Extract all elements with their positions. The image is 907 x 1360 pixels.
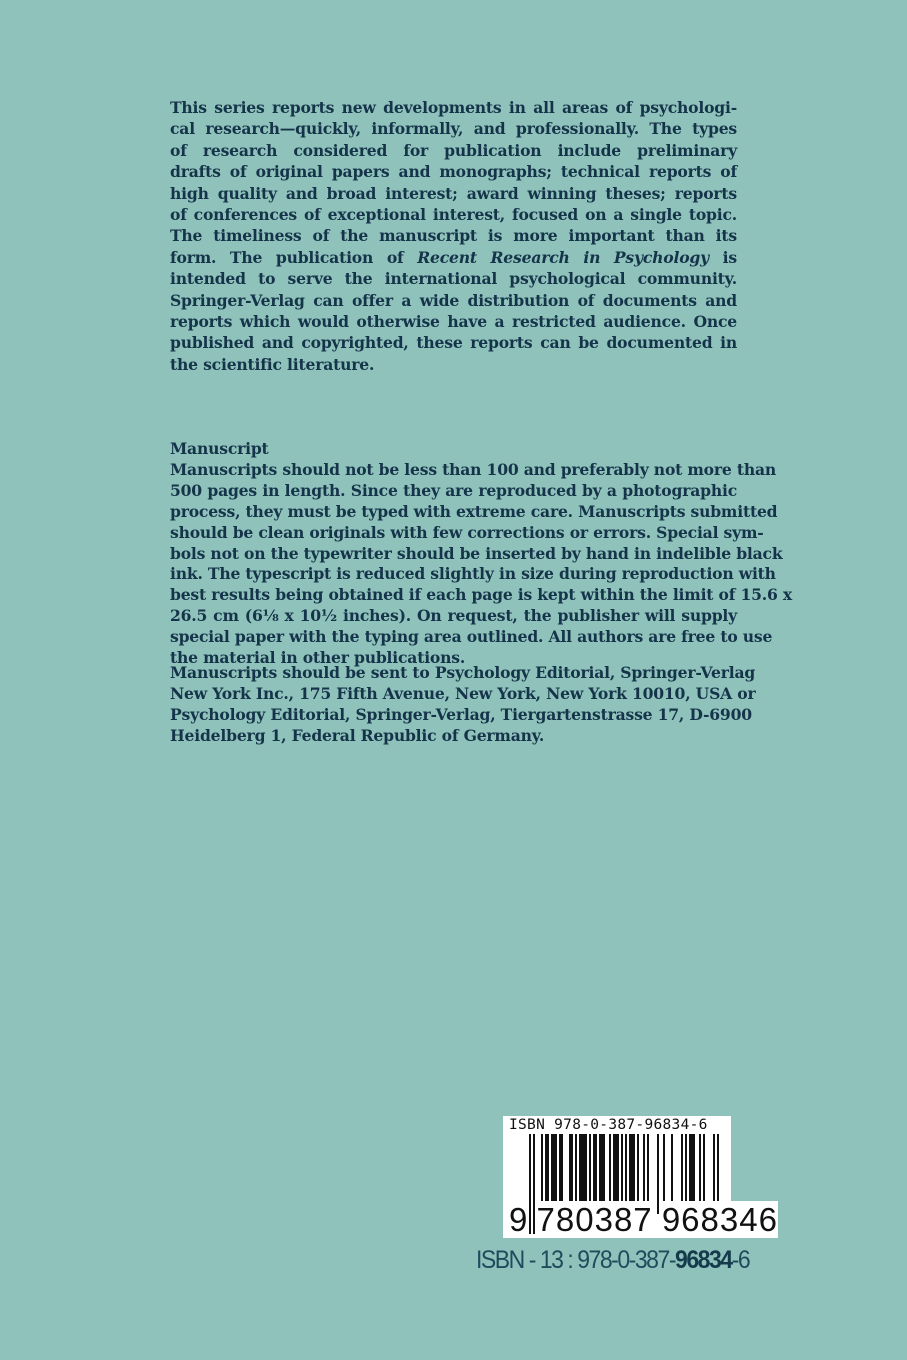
barcode-digit-first: 9 [509,1201,528,1238]
text-line: of conferences of exceptional interest, focused on a single topic. [170,204,737,224]
text-line: of research considered for publication include preliminary [170,140,737,160]
text-line: intended to serve the international psychological community. [170,269,737,289]
text-line: high quality and broad interest; award winning theses; reports [170,183,737,203]
text-line: the material in other publications. [170,648,466,668]
isbn-13-label [476,1246,749,1275]
manuscript-heading-block [170,439,737,460]
text-segment: form. The publication of [170,247,418,267]
manuscript-heading: Manuscript [170,439,269,458]
barcode-digits [509,1201,778,1239]
barcode-isbn-label: ISBN 978-0-387-96834-6 [509,1117,708,1133]
isbn-bold-part: 96834 [675,1246,732,1274]
text-line: reports which would otherwise have a restricted audience. Once [170,311,737,331]
text-line: Manuscripts should be sent to Psychology Editorial, Springer-Verlag [170,663,756,682]
text-line: process, they must be typed with extreme care. Manuscripts submitted [170,501,778,521]
text-line: special paper with the typing area outlined. All authors are free to use [170,627,773,647]
text-line: Heidelberg 1, Federal Republic of Germany. [170,725,545,745]
text-line: Psychology Editorial, Springer-Verlag, Tiergartenstrasse 17, D-6900 [170,704,752,724]
text-line: 26.5 cm (6⅛ x 10½ inches). On request, the publisher will supply [170,606,737,626]
text-line: should be clean originals with few corrections or errors. Special sym- [170,522,764,542]
text-line: Springer-Verlag can offer a wide distribution of documents and [170,290,737,310]
isbn-prefix: ISBN - 13 : 978-0-387- [476,1246,676,1274]
text-segment: is [709,247,737,267]
barcode-digits-right: 968346 [661,1201,778,1238]
submission-address [170,663,756,747]
barcode-digits-left: 780387 [536,1201,653,1238]
text-line: bols not on the typewriter should be inserted by hand in indelible black [170,543,783,563]
manuscript-guidelines [170,460,792,669]
series-title: Recent Research in Psychology [417,247,709,267]
text-line: drafts of original papers and monographs; technical reports of [170,162,737,182]
text-line: Manuscripts should not be less than 100 and preferably not more than [170,460,777,479]
isbn-barcode [503,1116,778,1238]
isbn-suffix: -6 [731,1246,750,1274]
text-line: New York Inc., 175 Fifth Avenue, New York, New York 10010, USA or [170,683,756,703]
text-line: best results being obtained if each page is kept within the limit of 15.6 x [170,585,792,605]
text-line [170,247,737,268]
text-line: cal research—quickly, informally, and professionally. The types [170,119,737,139]
text-line: 500 pages in length. Since they are reproduced by a photographic [170,480,737,500]
text-line: the scientific literature. [170,354,375,374]
text-line: This series reports new developments in all areas of psychologi- [170,98,737,117]
series-description [170,97,737,375]
text-line: The timeliness of the manuscript is more important than its [170,226,737,246]
text-line: ink. The typescript is reduced slightly in size during reproduction with [170,564,776,584]
text-line: published and copyrighted, these reports can be documented in [170,333,737,353]
